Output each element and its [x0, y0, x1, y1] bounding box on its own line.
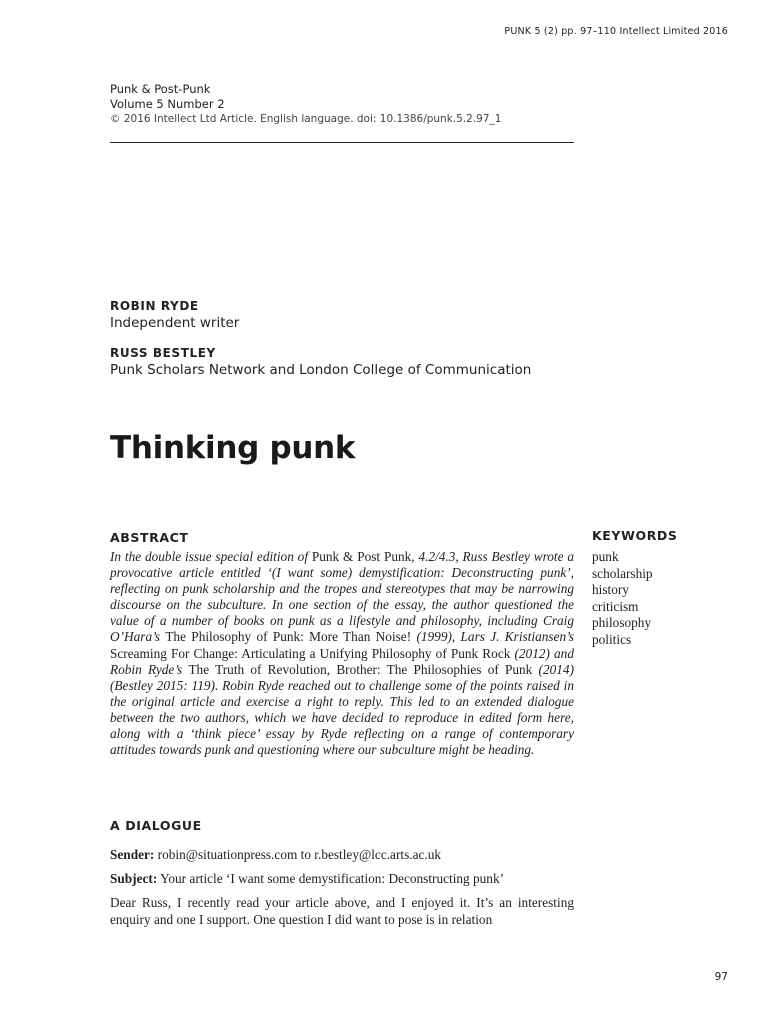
email-sender-line: [110, 846, 574, 863]
abstract-text: [110, 549, 574, 758]
sender-value: robin@situationpress.com to r.bestley@lcc.arts.ac.uk: [154, 847, 441, 862]
journal-info: [110, 82, 501, 127]
keyword-item: criticism: [592, 598, 639, 614]
journal-doi-line: © 2016 Intellect Ltd Article. English language. doi: 10.1386/punk.5.2.97_1: [110, 113, 502, 125]
sender-label: Sender:: [110, 847, 155, 862]
keyword-item: politics: [592, 631, 632, 647]
page-number: 97: [714, 971, 728, 983]
keywords-list: [592, 549, 653, 648]
abstract-segment: In the double issue special edition of: [110, 549, 312, 564]
abstract-segment: (2012) and Robin Ryde’s: [110, 645, 574, 677]
journal-name: Punk & Post-Punk: [110, 82, 211, 96]
abstract-heading: ABSTRACT: [110, 530, 189, 545]
running-head: PUNK 5 (2) pp. 97–110 Intellect Limited 2016: [504, 26, 728, 37]
keyword-item: punk: [592, 549, 619, 564]
subject-label: Subject:: [110, 871, 158, 886]
author-name: RUSS BESTLEY: [110, 346, 216, 360]
keyword-item: philosophy: [592, 615, 652, 630]
keywords-heading: KEYWORDS: [592, 528, 678, 543]
abstract-segment: Screaming For Change: Articulating a Unifying Philosophy of Punk Rock: [110, 645, 511, 661]
author-affiliation: Punk Scholars Network and London College of Communication: [110, 362, 532, 378]
keyword-item: scholarship: [592, 565, 653, 581]
article-title: Thinking punk: [110, 430, 356, 466]
letter-body: Dear Russ, I recently read your article above, and I enjoyed it. It’s an interesting enquiry and one I support. One question I did want to pose is in relation: [110, 895, 574, 927]
author-block: [110, 346, 531, 378]
abstract-segment: The Truth of Revolution, Brother: The Philosophies of Punk: [188, 661, 533, 677]
abstract-segment: The Philosophy of Punk: More Than Noise!: [165, 629, 412, 645]
email-subject-line: [110, 870, 574, 887]
author-affiliation: Independent writer: [110, 315, 240, 331]
dialogue-heading: A DIALOGUE: [110, 818, 202, 833]
keyword-item: history: [592, 582, 629, 597]
header-rule: [110, 142, 574, 143]
abstract-segment: Punk & Post Punk: [311, 549, 412, 564]
author-name: ROBIN RYDE: [110, 299, 199, 313]
abstract-segment: (2014) (Bestley 2015: 119). Robin Ryde reached out to challenge some of the points raised in the original article and exercise a right to reply. This led to an extended dialogue between the two authors, which we have decided to reproduce in edited form here, along with a ‘think piece’ essay by Ryde reflecting on a range of contemporary attitudes towards punk and questioning where our subculture might be heading.: [110, 661, 574, 758]
abstract-segment: , 4.2/4.3, Russ Bestley wrote a provocative article entitled ‘(I want some) demystification: Deconstructing punk’, reflecting on punk scholarship and the tropes and stereotypes that may be narrowing discourse on the subculture. In one section of the essay, the author questioned the value of a number of books on punk as a lifestyle and philosophy, including Craig O’Hara’s: [110, 549, 574, 645]
author-block: [110, 299, 239, 331]
subject-value: Your article ‘I want some demystification: Deconstructing punk’: [157, 871, 505, 886]
journal-volume: Volume 5 Number 2: [110, 97, 225, 111]
abstract-segment: (1999), Lars J. Kristiansen’s: [411, 629, 574, 645]
